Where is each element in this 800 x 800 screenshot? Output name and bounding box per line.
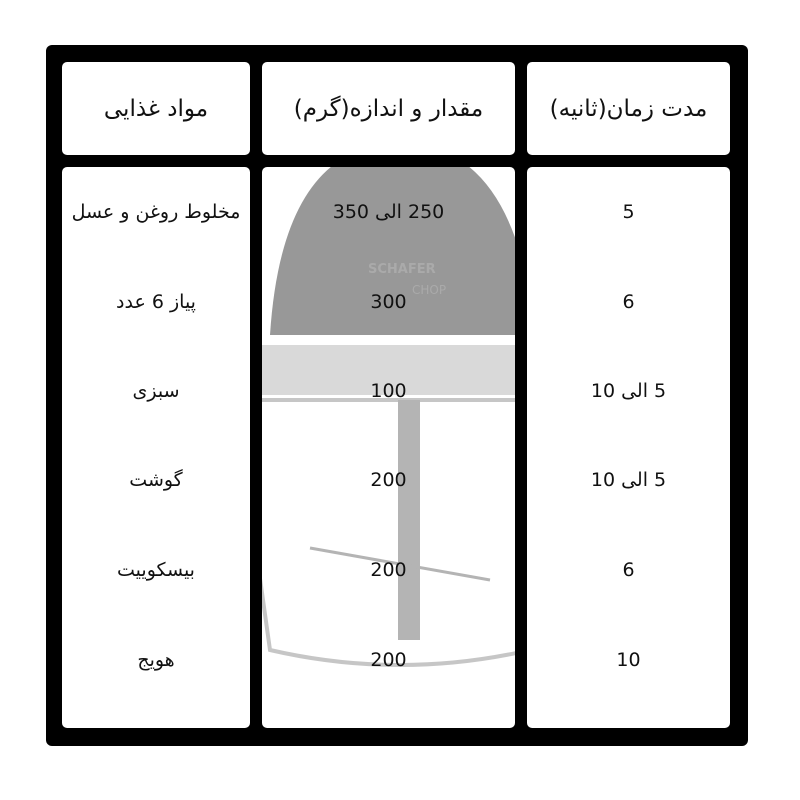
row-5-amount: 200 bbox=[370, 559, 407, 581]
row-5-food: بیسکوییت bbox=[117, 559, 195, 581]
row-1-amount: 250 الی 350 bbox=[332, 201, 445, 223]
row-1-time: 5 bbox=[622, 201, 635, 223]
row-6-amount: 200 bbox=[370, 649, 407, 671]
column-food bbox=[62, 167, 250, 728]
product-model: CHOP bbox=[412, 283, 447, 297]
header-amount bbox=[262, 62, 515, 155]
header-amount-label: مقدار و اندازه(گرم) bbox=[293, 95, 484, 122]
row-2-time: 6 bbox=[622, 291, 635, 313]
row-2-amount: 300 bbox=[370, 291, 407, 313]
row-4-food: گوشت bbox=[129, 469, 183, 491]
row-4-amount: 200 bbox=[370, 469, 407, 491]
header-food bbox=[62, 62, 250, 155]
row-3-food: سبزی bbox=[132, 380, 180, 402]
row-5-time: 6 bbox=[622, 559, 635, 581]
column-amount bbox=[262, 167, 515, 728]
row-6-time: 10 bbox=[616, 649, 641, 671]
row-3-amount: 100 bbox=[370, 380, 407, 402]
header-food-label: مواد غذایی bbox=[103, 95, 209, 122]
row-1-food: مخلوط روغن و عسل bbox=[71, 201, 241, 223]
product-brand: SCHAFER bbox=[368, 262, 436, 277]
row-4-time: 5 الی 10 bbox=[590, 469, 667, 491]
header-time bbox=[527, 62, 730, 155]
row-3-time: 5 الی 10 bbox=[590, 380, 667, 402]
row-6-food: هویج bbox=[137, 649, 175, 671]
header-time-label: مدت زمان(ثانیه) bbox=[549, 95, 708, 122]
column-time bbox=[527, 167, 730, 728]
row-2-food: پیاز 6 عدد bbox=[116, 291, 196, 313]
